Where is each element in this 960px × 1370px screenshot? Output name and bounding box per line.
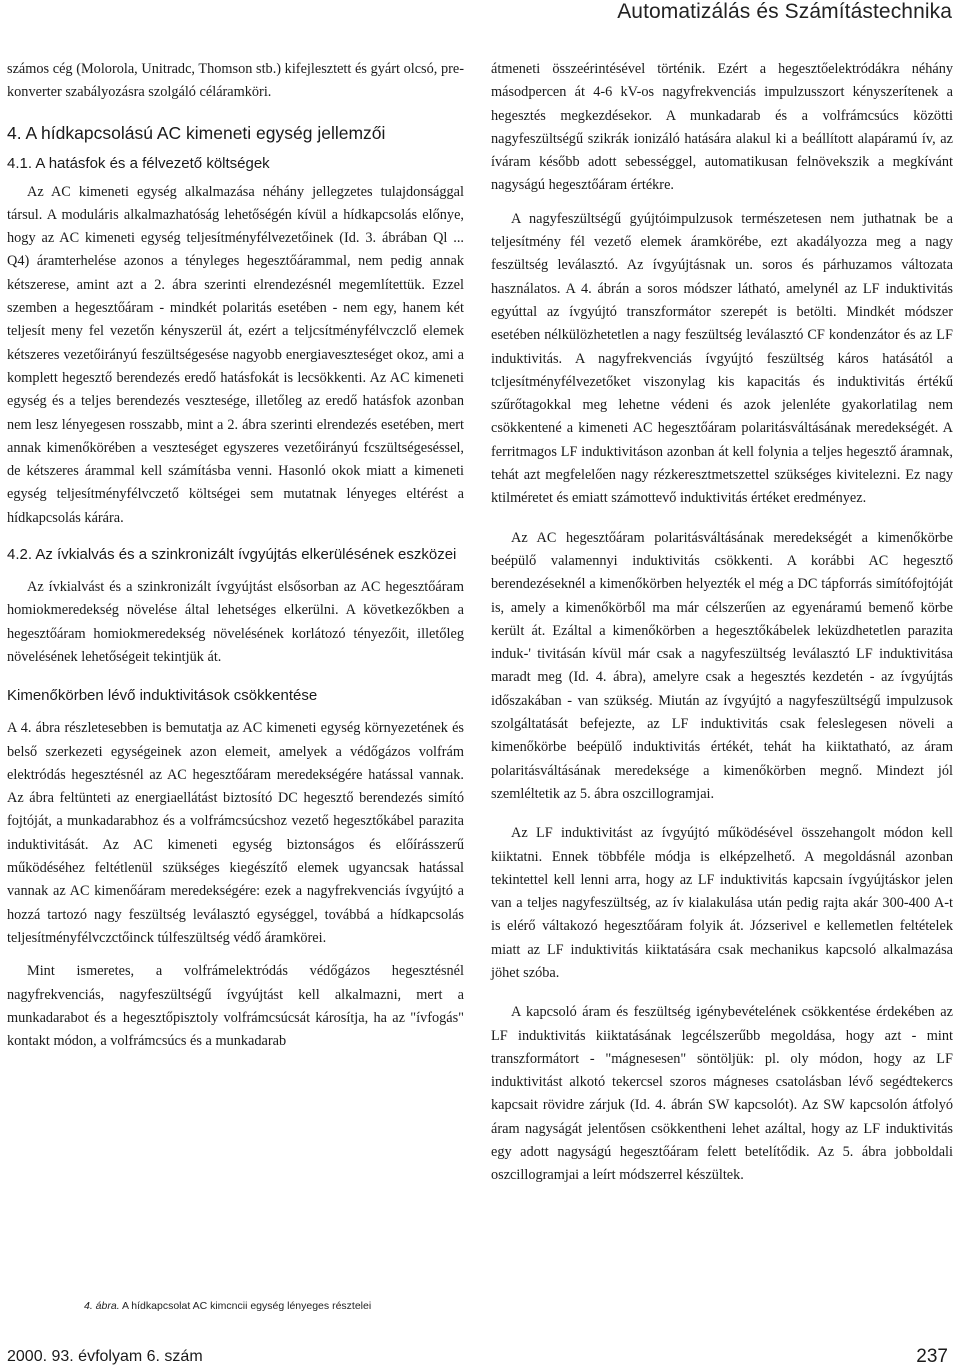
subsection-number: 4.2. — [7, 546, 33, 564]
subsection-number: 4.1. — [7, 154, 33, 172]
subsection-heading-4-1 — [7, 153, 464, 175]
subsubsection-heading: Kimenőkörben lévő induktivitások csökkentése — [7, 687, 318, 705]
right-paragraph-5: A kapcsoló áram és feszültség igénybevételének csökkentése érdekében az LF induktivitás kiiktatásának legcélszerűbb megoldása, hogy azt - mint transzformátort - "mágnesesen" söntöljük: pl. oly módon, hogy az LF induktivitást alkotó tekercsel szoros mágneses csatolásban lévő segédtekercs kapcsait rövidre zárjuk (Id. 4. ábrán SW kapcsolót). Az SW kapcsolón átfolyó áram nagyságát jelentősen csökkentheni lehet azáltal, hogy az LF induktivitás egy adott nagyságú hegesztőáram felett betelítődik. Az 5. ábra jobboldali oszcillogramjai a leírt módszerrel készültek. — [491, 1004, 953, 1184]
figure-caption — [84, 1300, 371, 1312]
caption-number: 4. ábra. — [84, 1300, 120, 1312]
right-paragraph-2: A nagyfeszültségű gyújtóimpulzusok természetesen nem juthatnak be a teljesítmény fél vezető elemek áramkörébe, ezt akadályozza meg a nagy feszültség leválasztó. Az ívgyújtásnak un. soros és párhuzamos változata használatos. A 4. ábrán a soros módszer látható, amelynél az LF induktivitás egyúttal az ívgyújtó transzformátor szerepét is betölti. Mindkét módszer esetében nélkülözhetetlen a nagy feszültség leválasztó CF kondenzátor és az LF induktivitás. A nagyfrekvenciás ívgyújtó feszültség káros hatásától a tcljesítményfélvezetőket viszonylag kis kapacitás és induktivitás értékű szűrőtagokkal meg lehetne védeni és azok jelenléte gyakorlatilag nem csökkentené a kimeneti AC hegesztőáram polaritásváltásának meredekségét. A ferritmagos LF induktivitáson azonban át kell folynia a teljes hegesztő áramnak, tehát azt megfelelően nagy rézkeresztmetszettel szükséges kivitelezni. Ez nagy ktilméretet és emiatt számottevő induktivitás értéket eredményez. — [491, 210, 953, 507]
left-paragraph-2: Az ívkialvást és a szinkronizált ívgyújtást elsősorban az AC hegesztőáram homiokmeredekség növelése által lehetséges elkerülni. A következőkben a hegesztőáram homiokmeredekség növelésének korlátozó tényezőit, illetőleg növelésének lehetőségeit tekintjük át. — [7, 579, 464, 665]
left-column — [7, 58, 464, 1053]
journal-header: Automatizálás és Számítástechnika — [617, 0, 952, 23]
left-paragraph-3: A 4. ábra részletesebben is bemutatja az AC kimeneti egység környezetének és belső szerkezeti egységeinek azon elemeit, amelyek a védőgázos volfrám elektródás hegesztésnél az AC hegesztőáram meredekségére hatással vannak. Az ábra feltünteti az energiaellátást biztosító DC hegesztő berendezés simító fojtóját, a munkadarabhoz és a volfrámcsúcshoz vezető hegesztőkábel parazita induktivitását. Az AC kimeneti egység biztonságos és előírásszerű működéséhez feltétlenül szükséges kiegészítő elemek ugyancsak hatással vannak az AC kimenőáram meredekségére: ezek a nagyfrekvenciás ívgyújtó a hozzá tartozó nagy feszültség leválasztó egységgel, továbbá a hídkapcsolás teljesítményfélvczctőinck túlfeszültség védő áramkörei. — [7, 720, 464, 946]
subsection-title: Az ívkialvás és a szinkronizált ívgyújtás elkerülésének eszközei — [35, 546, 457, 564]
page-number: 237 — [916, 1346, 948, 1367]
section-heading: 4. A hídkapcsolású AC kimeneti egység jellemzői — [7, 122, 386, 143]
left-paragraph-0: számos cég (Molorola, Unitradc, Thomson stb.) kifejlesztett és gyárt olcsó, pre-konverter szabályozásra szolgáló céláramköri. — [7, 61, 464, 101]
right-column — [491, 58, 953, 1188]
left-paragraph-4: Mint ismeretes, a volfrámelektródás védőgázos hegesztésnél nagyfrekvenciás, nagyfeszültségű ívgyújtást kell alkalmazni, mert a munkadarabot és a hegesztőpisztoly volfrámcsúcsát károsítja, ha az "ívfogás" kontakt módon, a volfrámcsúcs és a munkadarab — [7, 963, 464, 1050]
subsection-heading-4-2 — [7, 544, 464, 566]
caption-text: A hídkapcsolat AC kimcncii egység lényeges résztelei — [121, 1300, 372, 1312]
right-paragraph-4: Az LF induktivitást az ívgyújtó működésével összehangolt módon kell kiiktatni. Ennek többféle módja is elképzelhető. A megoldásnál azonban tekintettel kell lenni arra, hogy az LF induktivitás kapcsain ívgyújtáskor jelen van a teljes nagyfeszültség, az ív kialakulása után pedig rajta akár 300-400 A-t is elérő váltakozó hegesztőáram folyik át. Józserivel e kellemetlen feltételek miatt az LF induktivitás kiiktatására csak mechanikus kapcsoló alkalmazása jöhet szóba. — [491, 825, 953, 981]
figure-placeholder — [7, 1080, 464, 1285]
subsection-title: A hatásfok és a félvezető költségek — [35, 154, 270, 172]
right-paragraph-3: Az AC hegesztőáram polaritásváltásának meredekségét a kimenőkörbe beépülő valamennyi induktivitás csökkenti. A korábbi AC hegesztő berendezéseknél a kimenőkörben helyezték el még a DC tápforrás simítófojtóját is, amely a kimenőkörből ma már célszerűen az egyenáramú bemenő körbe került át. Ezáltal a kimenőkörben a hegesztőkábelek leküzdhetetlen parazita induk-' tivitásán kívül már csak a nagyfeszültség leválasztó LF induktivitása maradt meg (Id. 4. ábra), amelyre csak a hegesztés kezdetén - az ívgyújtás időszakában - van szükség. Miután az ívgyújtó a nagyfeszültségű impulzusok szolgáltatását befejezte, az LF induktivitás csak feleslegesen növeli a kimenőkörbe beépülő induktivitás értékét, tehát ha kiiktatható, az áram polaritásváltásának meredeksége a kimenőkörben megnő. Mindezt jól szemléltetik az 5. ábra oszcillogramjai. — [491, 529, 953, 802]
left-paragraph-1: Az AC kimeneti egység alkalmazása néhány jellegzetes tulajdonsággal társul. A moduláris alkalmazhatóság lehetőségén kívül a hídkapcsolás előnye, hogy az AC kimeneti egység teljesítményfélvezetőinek (Id. 3. ábrában Ql ... Q4) áramterhelése azonos a tényleges hegesztőárammal, nem pedig annak kétszerese, amint azt a 2. ábra szerinti elrendezésnél megemlítettük. Ezzel szemben a hegesztőáram - mindkét polaritás esetében - nem egy, hanem két teljesít meny fel vezetőn kényszerül át, ezért a teljcsítményfélvczclő elemek kétszeres vezetőirányú feszültségesése nagyobb energiaveszteséget okoz, ami a komplett hegesztő berendezés eredő hatásfokát is lecsökkenti. Az AC kimeneti egység és a teljes berendezés vesztesége, illetőleg az eredő hatásfok azonban nem lesz lényegesen rosszabb, mint a 2. ábra szerinti elrendezés esetében, mert annak kimenőkörében a veszteséget egyszeres vezetőirányú fcszültségeséssel, de kétszeres árammal kell számításba venni. Hasonló okok miatt a kimeneti egység teljesítményfélvczető költségei sem mutatnak lényeges eltérést a hídkapcsolás kárára. — [7, 183, 464, 526]
footer-issue: 2000. 93. évfolyam 6. szám — [7, 1348, 203, 1365]
right-paragraph-1: átmeneti összeérintésével történik. Ezért a hegesztőelektródákra néhány másodpercen át 4-6 kV-os nagyfrekvenciás impulzusszort kényszerítenek a hegesztés megkezdésekor. A munkadarab és a volfrámcsúcs közötti nagyfeszültségű szikrák ionizáló hatására alakul ki a beállított alapáramú ív, az íváram később adott sebességgel, automatikusan felnövekszik a megkívánt nagyságú hegesztőáram értékre. — [491, 61, 953, 194]
